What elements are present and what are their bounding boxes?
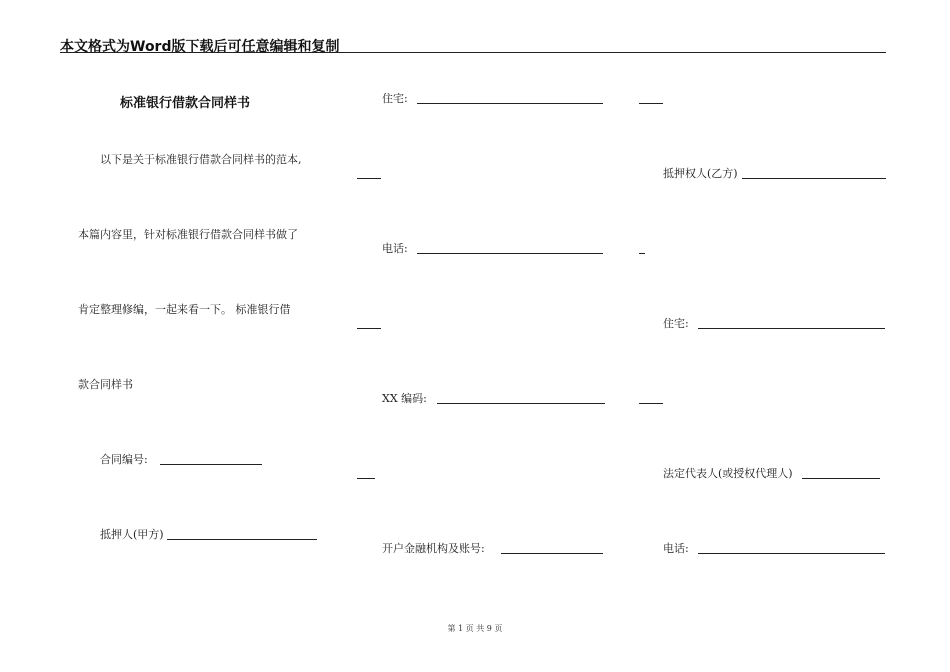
mortgagee-blank [742, 178, 886, 179]
legal-representative-blank [802, 478, 880, 479]
mortgagee-blank-cont [639, 253, 645, 254]
contract-number-blank [160, 464, 262, 465]
col2-postcode-label: XX 编码: [382, 392, 427, 405]
intro-line-2: 本篇内容里，针对标准银行借款合同样书做了 [78, 228, 298, 241]
intro-line-3: 肯定整理修编，一起来看一下。 标准银行借 [78, 303, 291, 316]
col2-phone-blank [417, 253, 603, 254]
mortgagor-blank [167, 539, 317, 540]
document-title: 标准银行借款合同样书 [120, 96, 251, 111]
col2-phone-blank-cont [357, 328, 381, 329]
mortgagor-label: 抵押人(甲方) [100, 528, 164, 541]
intro-line-1: 以下是关于标准银行借款合同样书的范本, [100, 153, 302, 166]
col2-residence-blank-cont [357, 178, 381, 179]
col2-bank-account-label: 开户金融机构及账号: [382, 542, 485, 555]
col2-residence-blank [417, 103, 603, 104]
page-number-footer: 第 1 页 共 9 页 [447, 624, 503, 633]
col3-residence-blank-cont [639, 403, 663, 404]
col2-postcode-blank [437, 403, 605, 404]
col2-bank-account-blank [501, 553, 603, 554]
page-header-title: 本文格式为Word版下载后可任意编辑和复制 [60, 39, 340, 55]
col3-phone-blank [698, 553, 885, 554]
col3-residence-label: 住宅: [663, 317, 689, 330]
legal-representative-label: 法定代表人(或授权代理人) [663, 467, 793, 480]
col3-top-blank [639, 103, 663, 104]
col3-phone-label: 电话: [663, 542, 689, 555]
contract-number-label: 合同编号: [100, 453, 148, 466]
col2-residence-label: 住宅: [382, 92, 408, 105]
intro-line-4: 款合同样书 [78, 378, 133, 391]
col2-phone-label: 电话: [382, 242, 408, 255]
mortgagee-label: 抵押权人(乙方) [663, 167, 738, 180]
col2-postcode-blank-cont [357, 478, 375, 479]
header-divider [60, 52, 886, 53]
col3-residence-blank [698, 328, 885, 329]
